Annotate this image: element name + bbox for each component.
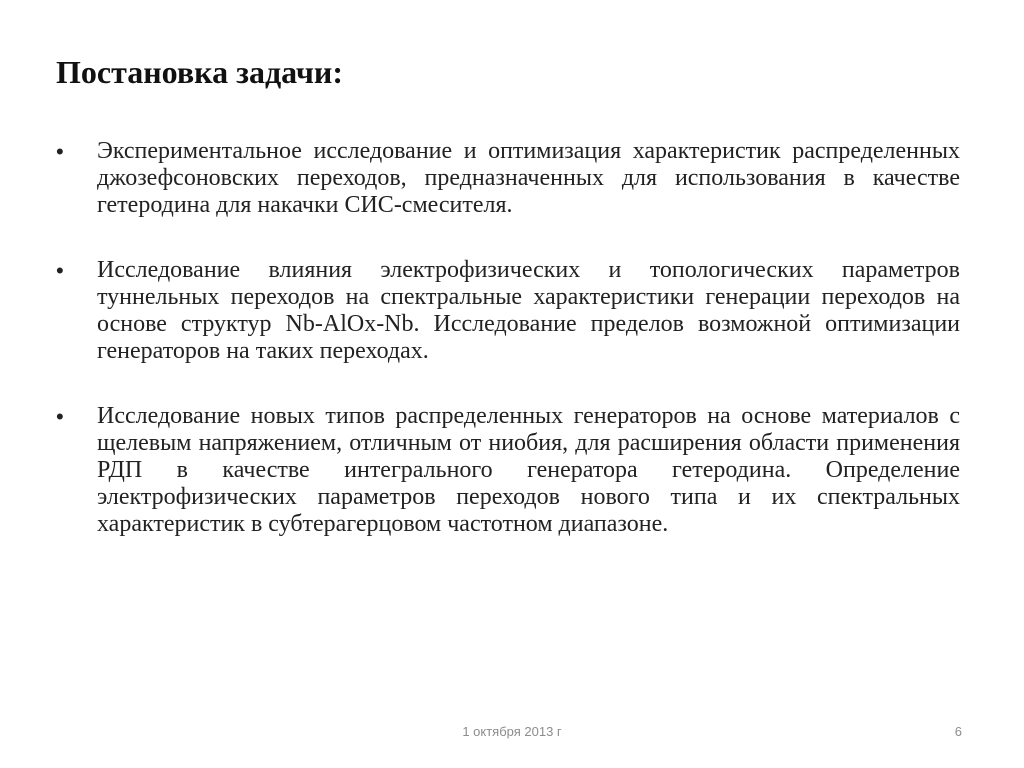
- bullet-dot-icon: •: [56, 139, 64, 164]
- page-number: 6: [954, 724, 962, 739]
- bullet-text: Экспериментальное исследование и оптимизация характеристик распределенных джозефсоновских переходов, предназначенных для использования в качестве гетеродина для накачки СИС-смесителя.: [97, 138, 960, 218]
- bullet-dot-icon: •: [56, 404, 64, 429]
- bullet-item: [56, 257, 960, 365]
- bullet-list: [56, 138, 960, 576]
- bullet-text: Исследование влияния электрофизических и топологических параметров туннельных переходов на спектральные характеристики генерации переходов на основе структур Nb-AlOx-Nb. Исследование пределов возможной оптимизации генераторов на таких переходах.: [97, 257, 960, 364]
- slide-title: Постановка задачи:: [56, 54, 343, 90]
- bullet-dot-icon: •: [56, 258, 64, 283]
- bullet-text: Исследование новых типов распределенных генераторов на основе материалов с щелевым напряжением, отличным от ниобия, для расширения области применения РДП в качестве интегрального генератора гетеродина. Определение электрофизических параметров переходов нового типа и их спектральных характеристик в субтерагерцовом частотном диапазоне.: [97, 403, 960, 537]
- bullet-item: [56, 138, 960, 219]
- footer-date: 1 октября 2013 г: [462, 724, 562, 739]
- bullet-item: [56, 403, 960, 538]
